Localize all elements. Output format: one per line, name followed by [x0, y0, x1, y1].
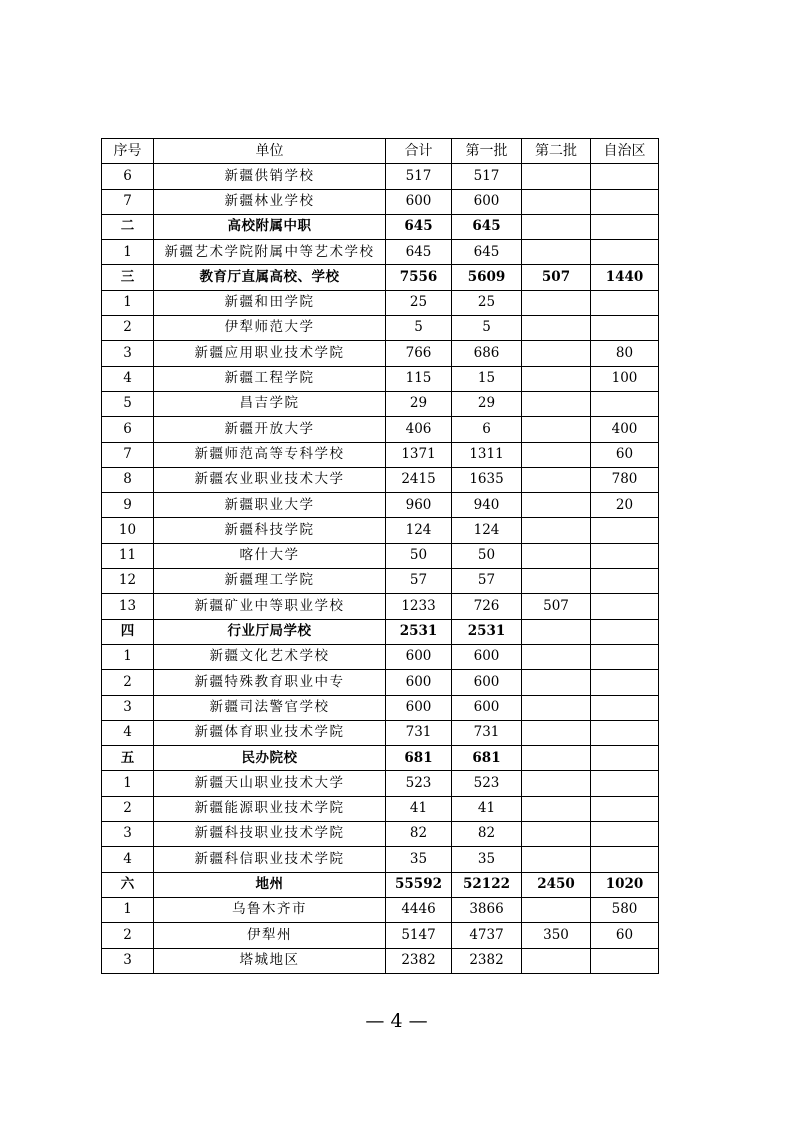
table-row	[102, 316, 659, 341]
cell-batch-2: 507	[522, 265, 591, 290]
cell-batch-1: 4737	[452, 923, 522, 948]
cell-batch-1: 731	[452, 720, 522, 745]
cell-region	[591, 695, 659, 720]
cell-total: 41	[386, 796, 452, 821]
cell-batch-1: 1635	[452, 467, 522, 492]
cell-batch-2	[522, 417, 591, 442]
header-unit: 单位	[154, 139, 386, 164]
cell-batch-1: 5609	[452, 265, 522, 290]
group-row	[102, 265, 659, 290]
cell-batch-2	[522, 771, 591, 796]
cell-unit: 新疆师范高等专科学校	[154, 442, 386, 467]
cell-unit: 新疆体育职业技术学院	[154, 720, 386, 745]
cell-total: 29	[386, 391, 452, 416]
cell-batch-2	[522, 644, 591, 669]
cell-total: 600	[386, 695, 452, 720]
cell-batch-2	[522, 240, 591, 265]
cell-total: 960	[386, 493, 452, 518]
cell-serial: 1	[102, 290, 154, 315]
cell-serial: 13	[102, 594, 154, 619]
cell-region: 1020	[591, 872, 659, 897]
cell-unit: 新疆职业大学	[154, 493, 386, 518]
cell-region: 580	[591, 897, 659, 922]
cell-batch-2	[522, 746, 591, 771]
cell-total: 681	[386, 746, 452, 771]
cell-total: 523	[386, 771, 452, 796]
cell-batch-2	[522, 822, 591, 847]
header-batch-2: 第二批	[522, 139, 591, 164]
cell-batch-1: 29	[452, 391, 522, 416]
cell-unit: 新疆林业学校	[154, 189, 386, 214]
cell-serial: 4	[102, 720, 154, 745]
cell-batch-2: 350	[522, 923, 591, 948]
cell-batch-1: 15	[452, 366, 522, 391]
cell-batch-1: 600	[452, 189, 522, 214]
cell-total: 25	[386, 290, 452, 315]
cell-total: 1233	[386, 594, 452, 619]
cell-region	[591, 619, 659, 644]
table-header-row	[102, 139, 659, 164]
cell-batch-2	[522, 695, 591, 720]
cell-serial: 12	[102, 569, 154, 594]
cell-unit: 新疆理工学院	[154, 569, 386, 594]
table-row	[102, 796, 659, 821]
cell-unit: 喀什大学	[154, 543, 386, 568]
cell-batch-1: 681	[452, 746, 522, 771]
cell-region	[591, 746, 659, 771]
cell-batch-2	[522, 670, 591, 695]
cell-batch-2	[522, 847, 591, 872]
cell-batch-1: 645	[452, 214, 522, 239]
table-row	[102, 442, 659, 467]
group-row	[102, 746, 659, 771]
table-row	[102, 518, 659, 543]
cell-serial: 3	[102, 822, 154, 847]
cell-region	[591, 771, 659, 796]
cell-batch-1: 124	[452, 518, 522, 543]
table-row	[102, 189, 659, 214]
cell-unit: 新疆应用职业技术学院	[154, 341, 386, 366]
cell-total: 50	[386, 543, 452, 568]
cell-region	[591, 290, 659, 315]
header-total: 合计	[386, 139, 452, 164]
cell-serial: 6	[102, 417, 154, 442]
cell-unit: 新疆天山职业技术大学	[154, 771, 386, 796]
cell-batch-2	[522, 214, 591, 239]
table-row	[102, 417, 659, 442]
cell-total: 124	[386, 518, 452, 543]
cell-region: 60	[591, 923, 659, 948]
cell-region: 400	[591, 417, 659, 442]
cell-total: 115	[386, 366, 452, 391]
cell-unit: 新疆科信职业技术学院	[154, 847, 386, 872]
cell-batch-2	[522, 720, 591, 745]
cell-batch-2	[522, 341, 591, 366]
cell-batch-1: 600	[452, 644, 522, 669]
cell-region: 780	[591, 467, 659, 492]
table-row	[102, 644, 659, 669]
table-row	[102, 771, 659, 796]
cell-batch-2	[522, 796, 591, 821]
cell-batch-1: 686	[452, 341, 522, 366]
cell-total: 4446	[386, 897, 452, 922]
cell-region	[591, 594, 659, 619]
cell-region	[591, 164, 659, 189]
cell-batch-2	[522, 290, 591, 315]
cell-batch-1: 57	[452, 569, 522, 594]
cell-serial: 7	[102, 442, 154, 467]
cell-batch-1: 50	[452, 543, 522, 568]
cell-unit: 民办院校	[154, 746, 386, 771]
cell-batch-2	[522, 518, 591, 543]
cell-serial: 六	[102, 872, 154, 897]
cell-batch-1: 517	[452, 164, 522, 189]
table-row	[102, 594, 659, 619]
cell-serial: 7	[102, 189, 154, 214]
cell-batch-1: 523	[452, 771, 522, 796]
cell-unit: 新疆和田学院	[154, 290, 386, 315]
cell-serial: 9	[102, 493, 154, 518]
cell-serial: 2	[102, 670, 154, 695]
cell-serial: 五	[102, 746, 154, 771]
cell-total: 766	[386, 341, 452, 366]
cell-batch-1: 1311	[452, 442, 522, 467]
cell-batch-1: 3866	[452, 897, 522, 922]
cell-total: 600	[386, 644, 452, 669]
cell-serial: 2	[102, 796, 154, 821]
cell-batch-2	[522, 543, 591, 568]
cell-unit: 地州	[154, 872, 386, 897]
cell-batch-1: 2531	[452, 619, 522, 644]
table-row	[102, 543, 659, 568]
cell-batch-1: 5	[452, 316, 522, 341]
table-row	[102, 897, 659, 922]
cell-batch-2	[522, 619, 591, 644]
cell-batch-1: 726	[452, 594, 522, 619]
cell-unit: 塔城地区	[154, 948, 386, 973]
cell-serial: 二	[102, 214, 154, 239]
cell-total: 5	[386, 316, 452, 341]
cell-region	[591, 847, 659, 872]
cell-total: 645	[386, 240, 452, 265]
table-row	[102, 720, 659, 745]
cell-serial: 1	[102, 771, 154, 796]
cell-region: 100	[591, 366, 659, 391]
cell-unit: 新疆供销学校	[154, 164, 386, 189]
cell-batch-2: 507	[522, 594, 591, 619]
table-row	[102, 290, 659, 315]
cell-batch-1: 6	[452, 417, 522, 442]
cell-unit: 高校附属中职	[154, 214, 386, 239]
cell-serial: 四	[102, 619, 154, 644]
cell-serial: 3	[102, 948, 154, 973]
header-region: 自治区	[591, 139, 659, 164]
cell-serial: 2	[102, 316, 154, 341]
cell-total: 1371	[386, 442, 452, 467]
table-row	[102, 923, 659, 948]
cell-total: 55592	[386, 872, 452, 897]
cell-batch-2	[522, 897, 591, 922]
cell-serial: 三	[102, 265, 154, 290]
cell-serial: 3	[102, 695, 154, 720]
cell-serial: 5	[102, 391, 154, 416]
cell-unit: 新疆司法警官学校	[154, 695, 386, 720]
cell-unit: 新疆特殊教育职业中专	[154, 670, 386, 695]
table-row	[102, 569, 659, 594]
cell-total: 645	[386, 214, 452, 239]
cell-batch-2	[522, 164, 591, 189]
cell-unit: 新疆科技职业技术学院	[154, 822, 386, 847]
cell-region	[591, 543, 659, 568]
cell-serial: 4	[102, 366, 154, 391]
cell-batch-1: 645	[452, 240, 522, 265]
cell-region	[591, 720, 659, 745]
cell-batch-1: 82	[452, 822, 522, 847]
cell-batch-2	[522, 467, 591, 492]
cell-batch-1: 25	[452, 290, 522, 315]
cell-region	[591, 391, 659, 416]
cell-total: 600	[386, 670, 452, 695]
table-row	[102, 493, 659, 518]
cell-serial: 1	[102, 897, 154, 922]
cell-serial: 2	[102, 923, 154, 948]
cell-region	[591, 518, 659, 543]
group-row	[102, 619, 659, 644]
cell-total: 600	[386, 189, 452, 214]
cell-unit: 乌鲁木齐市	[154, 897, 386, 922]
header-batch-1: 第一批	[452, 139, 522, 164]
cell-batch-2	[522, 391, 591, 416]
table-row	[102, 822, 659, 847]
table-row	[102, 240, 659, 265]
cell-total: 731	[386, 720, 452, 745]
cell-region	[591, 948, 659, 973]
table-row	[102, 467, 659, 492]
cell-region	[591, 240, 659, 265]
cell-batch-2	[522, 366, 591, 391]
cell-region: 20	[591, 493, 659, 518]
cell-unit: 新疆文化艺术学校	[154, 644, 386, 669]
cell-serial: 4	[102, 847, 154, 872]
cell-serial: 8	[102, 467, 154, 492]
cell-batch-1: 600	[452, 695, 522, 720]
group-row	[102, 872, 659, 897]
cell-total: 2531	[386, 619, 452, 644]
cell-unit: 新疆农业职业技术大学	[154, 467, 386, 492]
cell-unit: 新疆艺术学院附属中等艺术学校	[154, 240, 386, 265]
cell-region	[591, 569, 659, 594]
cell-unit: 新疆开放大学	[154, 417, 386, 442]
cell-region	[591, 189, 659, 214]
cell-serial: 10	[102, 518, 154, 543]
cell-region	[591, 644, 659, 669]
table-row	[102, 948, 659, 973]
cell-total: 2415	[386, 467, 452, 492]
cell-batch-1: 2382	[452, 948, 522, 973]
cell-unit: 教育厅直属高校、学校	[154, 265, 386, 290]
cell-unit: 昌吉学院	[154, 391, 386, 416]
cell-region: 60	[591, 442, 659, 467]
cell-batch-2	[522, 316, 591, 341]
cell-region	[591, 670, 659, 695]
cell-region: 1440	[591, 265, 659, 290]
cell-total: 2382	[386, 948, 452, 973]
header-serial: 序号	[102, 139, 154, 164]
table-row	[102, 341, 659, 366]
cell-batch-1: 35	[452, 847, 522, 872]
table-row	[102, 847, 659, 872]
cell-unit: 伊犁州	[154, 923, 386, 948]
table-body	[102, 164, 659, 974]
cell-total: 82	[386, 822, 452, 847]
cell-batch-2	[522, 493, 591, 518]
cell-serial: 6	[102, 164, 154, 189]
cell-batch-2	[522, 442, 591, 467]
cell-serial: 3	[102, 341, 154, 366]
cell-unit: 新疆能源职业技术学院	[154, 796, 386, 821]
cell-total: 5147	[386, 923, 452, 948]
cell-total: 406	[386, 417, 452, 442]
cell-batch-2	[522, 569, 591, 594]
cell-unit: 新疆科技学院	[154, 518, 386, 543]
table-row	[102, 670, 659, 695]
table-row	[102, 164, 659, 189]
cell-unit: 新疆工程学院	[154, 366, 386, 391]
allocation-table	[101, 138, 659, 974]
cell-batch-1: 41	[452, 796, 522, 821]
cell-total: 57	[386, 569, 452, 594]
cell-batch-1: 940	[452, 493, 522, 518]
table-row	[102, 695, 659, 720]
cell-serial: 11	[102, 543, 154, 568]
cell-serial: 1	[102, 240, 154, 265]
cell-batch-1: 52122	[452, 872, 522, 897]
cell-total: 7556	[386, 265, 452, 290]
cell-serial: 1	[102, 644, 154, 669]
cell-region	[591, 822, 659, 847]
cell-region	[591, 316, 659, 341]
cell-total: 517	[386, 164, 452, 189]
cell-region	[591, 214, 659, 239]
page-number: — 4 —	[365, 1010, 428, 1032]
table-row	[102, 366, 659, 391]
cell-region: 80	[591, 341, 659, 366]
table-row	[102, 391, 659, 416]
cell-unit: 伊犁师范大学	[154, 316, 386, 341]
group-row	[102, 214, 659, 239]
cell-region	[591, 796, 659, 821]
cell-unit: 行业厅局学校	[154, 619, 386, 644]
cell-batch-2	[522, 948, 591, 973]
cell-batch-2	[522, 189, 591, 214]
cell-unit: 新疆矿业中等职业学校	[154, 594, 386, 619]
cell-total: 35	[386, 847, 452, 872]
cell-batch-1: 600	[452, 670, 522, 695]
cell-batch-2: 2450	[522, 872, 591, 897]
